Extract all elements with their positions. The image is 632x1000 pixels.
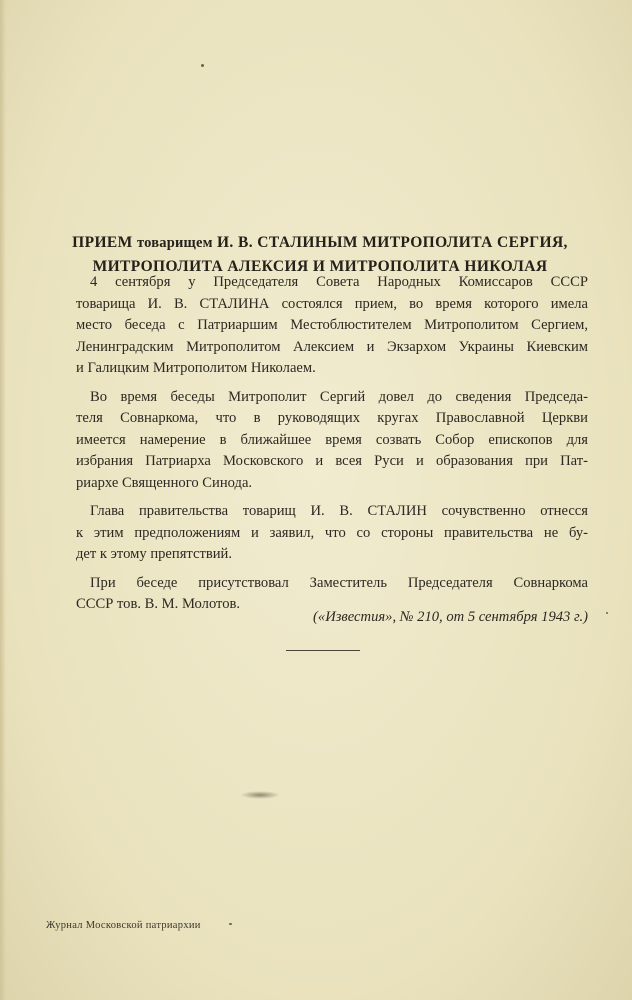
page-footer: Журнал Московской патриархии [46, 920, 201, 931]
article-title [50, 231, 590, 278]
text-line: теля Совнаркома, что в руководящих кругах Православной Церкви [76, 410, 588, 426]
text-line: Во время беседы Митрополит Сергий довел до сведения Председа- [90, 388, 588, 405]
text-line: избрания Патриарха Московского и всея Руси и образования при Пат- [76, 453, 588, 469]
text-line: дет к этому препятствий. [76, 546, 232, 562]
ink-smudge [240, 791, 280, 799]
paragraph-1 [76, 272, 588, 380]
text-line: к этим предположениям и заявил, что со стороны правительства не бу- [76, 524, 588, 541]
paper-edge [0, 0, 6, 1000]
paragraph-3 [76, 501, 588, 566]
article-body [76, 272, 588, 623]
text-line: товарища И. В. СТАЛИНА состоялся прием, во время которого имела [76, 295, 588, 312]
paper-speck [606, 612, 608, 614]
title-line-1: ПРИЕМ товарищем И. В. СТАЛИНЫМ МИТРОПОЛИТА СЕРГИЯ, [72, 234, 568, 251]
text-line: При беседе присутствовал Заместитель Председателя Совнаркома [90, 574, 588, 591]
text-line: и Галицким Митрополитом Николаем. [76, 360, 316, 376]
text-line: 4 сентября у Председателя Совета Народных Комиссаров СССР [90, 274, 588, 290]
text-line: Ленинградским Митрополитом Алексием и Экзархом Украины Киевским [76, 338, 588, 355]
paper-speck [201, 64, 204, 67]
text-line: имеется намерение в ближайшее время созвать Собор епископов для [76, 431, 588, 448]
text-line: место беседа с Патриаршим Местоблюстителем Митрополитом Сергием, [76, 317, 588, 333]
text-line: Глава правительства товарищ И. В. СТАЛИН сочувственно отнесся [90, 503, 588, 519]
section-divider [286, 650, 360, 651]
source-citation: («Известия», № 210, от 5 сентября 1943 г.) [313, 609, 588, 625]
text-line: СССР тов. В. М. Молотов. [76, 596, 241, 612]
title-line-2: МИТРОПОЛИТА АЛЕКСИЯ И МИТРОПОЛИТА НИКОЛАЯ [92, 258, 548, 275]
paragraph-2 [76, 387, 588, 495]
text-line: риархе Священного Синода. [76, 474, 253, 491]
paper-speck [229, 923, 232, 925]
